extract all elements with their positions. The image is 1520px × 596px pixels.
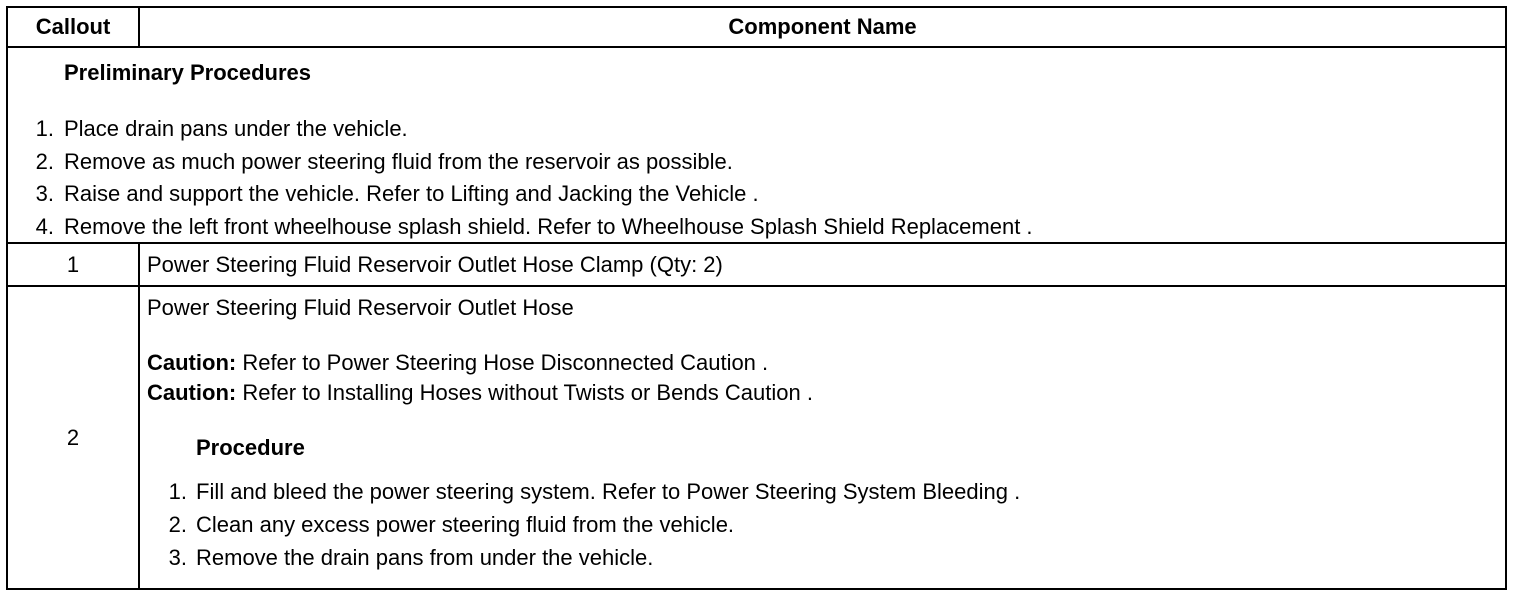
step-text: Remove the left front wheelhouse splash shield. Refer to Wheelhouse Splash Shield Replacement . (64, 213, 1033, 239)
caution-line (147, 380, 813, 406)
callout-number: 1 (7, 243, 139, 286)
step-number: 3. (35, 181, 54, 206)
list-item (147, 508, 1020, 541)
component-detail-cell (139, 286, 1506, 589)
caution-text: Refer to Power Steering Hose Disconnected Caution . (236, 350, 769, 375)
step-text: Remove as much power steering fluid from the reservoir as possible. (64, 148, 733, 174)
callout-header: Callout (7, 7, 139, 47)
component-name-header: Component Name (139, 7, 1506, 47)
step-text: Remove the drain pans from under the vehicle. (196, 545, 654, 570)
callout-number: 2 (7, 286, 139, 589)
step-text: Place drain pans under the vehicle. (64, 116, 408, 141)
step-number: 1. (35, 116, 54, 141)
procedure-steps (147, 475, 1020, 574)
caution-text: Refer to Installing Hoses without Twists or Bends Caution . (236, 380, 813, 405)
list-item (8, 179, 1033, 212)
preliminary-title: Preliminary Procedures (64, 60, 312, 85)
caution-label: Caution: (147, 380, 237, 405)
step-text: Clean any excess power steering fluid from the vehicle. (196, 512, 735, 537)
step-text: Fill and bleed the power steering system. Refer to Power Steering System Bleeding . (196, 479, 1021, 504)
component-name: Power Steering Fluid Reservoir Outlet Hose (147, 295, 574, 320)
list-item (8, 114, 1033, 147)
preliminary-row (7, 47, 1506, 243)
caution-line (147, 350, 768, 376)
step-number: 2. (168, 512, 187, 537)
caution-label: Caution: (147, 350, 237, 375)
step-text: Raise and support the vehicle. Refer to Lifting and Jacking the Vehicle . (64, 181, 759, 206)
list-item (147, 475, 1020, 508)
preliminary-steps (8, 114, 1033, 244)
step-number: 2. (35, 148, 54, 174)
header-row (7, 7, 1506, 47)
table-row (7, 243, 1506, 286)
step-number: 1. (168, 479, 187, 504)
component-table (6, 6, 1507, 590)
step-number: 4. (35, 213, 54, 239)
list-item (8, 212, 1033, 245)
preliminary-procedures-cell (7, 47, 1506, 243)
list-item (147, 541, 1020, 574)
list-item (8, 147, 1033, 180)
procedure-title: Procedure (196, 435, 305, 460)
table-row (7, 286, 1506, 589)
step-number: 3. (168, 545, 187, 570)
component-name: Power Steering Fluid Reservoir Outlet Hose Clamp (Qty: 2) (139, 243, 1506, 286)
